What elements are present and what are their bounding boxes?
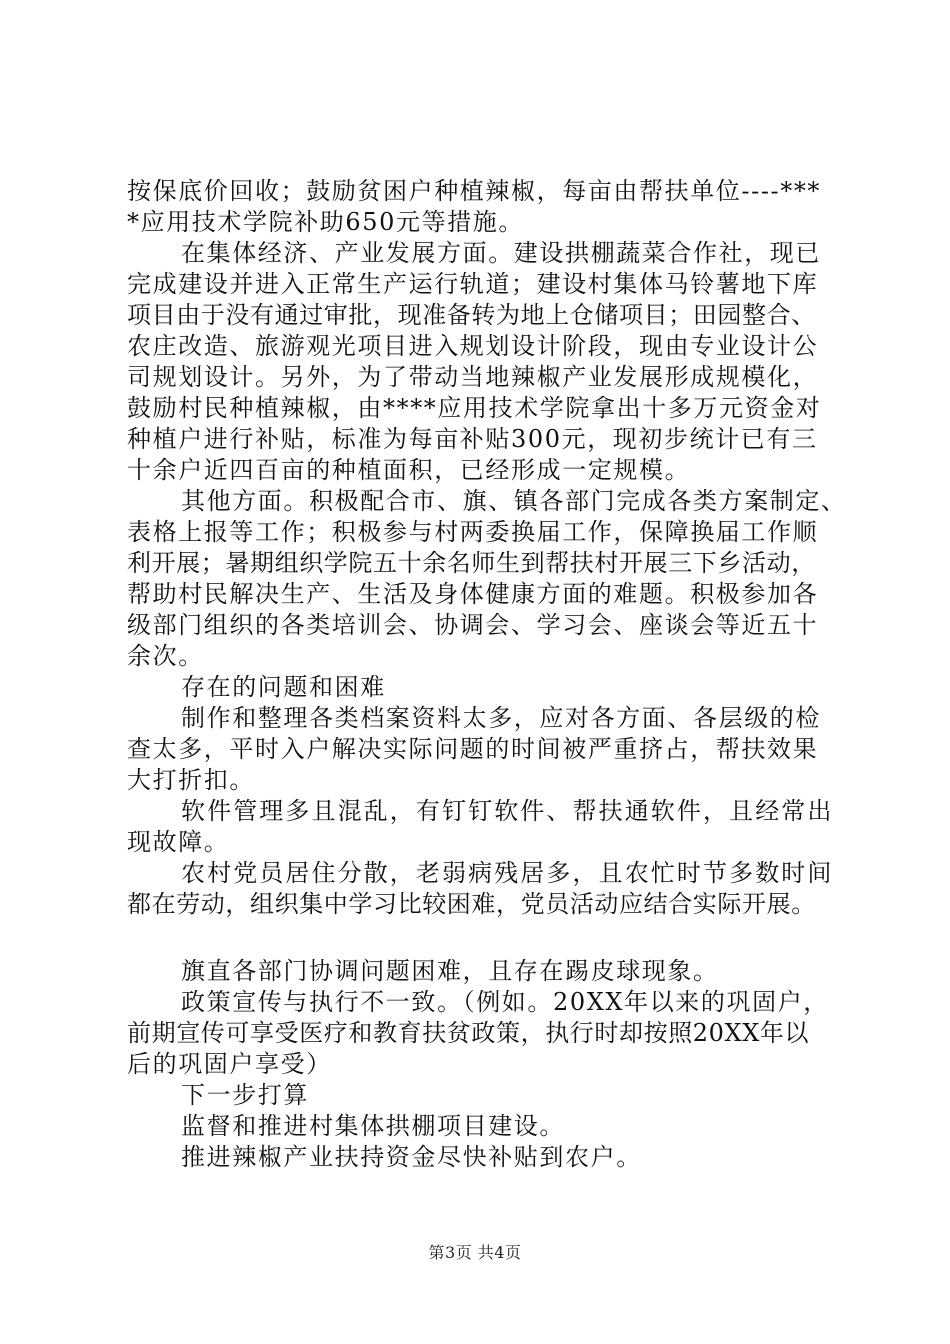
text-line: 查太多，平时入户解决实际问题的时间被严重挤占，帮扶效果 [127,735,819,763]
text-line: 利开展；暑期组织学院五十余名师生到帮扶村开展三下乡活动， [127,549,816,577]
paragraph-start-line: 监督和推进村集体拱棚项目建设。 [181,1112,565,1140]
paragraph-start-line: 推进辣椒产业扶持资金尽快补贴到农户。 [181,1143,642,1171]
text-line: 表格上报等工作；积极参与村两委换届工作，保障换届工作顺 [127,518,819,546]
paragraph-start-line: 其他方面。积极配合市、旗、镇各部门完成各类方案制定、 [181,487,847,515]
text-line: 项目由于没有通过审批，现准备转为地上仓储项目；田园整合、 [127,301,816,329]
text-line: 大打折扣。 [127,766,255,794]
text-line: *应用技术学院补助650元等措施。 [127,208,525,236]
text-line: 鼓励村民种植辣椒，由****应用技术学院拿出十多万元资金对 [127,394,822,422]
text-line: 级部门组织的各类培训会、协调会、学习会、座谈会等近五十 [127,611,819,639]
text-line: 余次。 [127,642,204,670]
page-number-footer: 第3页 共4页 [428,1243,522,1262]
paragraph-start-line: 政策宣传与执行不一致。（例如。20XX年以来的巩固户， [181,988,829,1016]
section-heading: 下一步打算 [181,1081,309,1109]
text-line: 都在劳动，组织集中学习比较困难，党员活动应结合实际开展。 [127,890,816,918]
text-line: 农庄改造、旅游观光项目进入规划设计阶段，现由专业设计公 [127,332,819,360]
text-line: 帮助村民解决生产、生活及身体健康方面的难题。积极参加各 [127,580,819,608]
paragraph-start-line: 软件管理多且混乱，有钉钉软件、帮扶通软件，且经常出 [181,797,834,825]
text-line: 现故障。 [127,828,230,856]
paragraph-gap [127,920,847,956]
document-body [127,176,847,1173]
text-line: 种植户进行补贴，标准为每亩补贴300元，现初步统计已有三 [127,425,818,453]
paragraph-start-line: 制作和整理各类档案资料太多，应对各方面、各层级的检 [181,704,821,732]
text-line: 司规划设计。另外，为了带动当地辣椒产业发展形成规模化， [127,363,819,391]
text-line: 按保底价回收；鼓励贫困户种植辣椒，每亩由帮扶单位----*** [127,177,822,205]
text-line: 前期宣传可享受医疗和教育扶贫政策，执行时却按照20XX年以 [127,1019,810,1047]
paragraph-start-line: 在集体经济、产业发展方面。建设拱棚蔬菜合作社，现已 [181,239,821,267]
text-line: 十余户近四百亩的种植面积，已经形成一定规模。 [127,456,691,484]
paragraph-start-line: 旗直各部门协调问题困难，且存在踢皮球现象。 [181,957,719,985]
paragraph-start-line: 农村党员居住分散，老弱病残居多，且农忙时节多数时间 [181,859,834,887]
text-line: 后的巩固户享受） [127,1050,332,1078]
text-line: 完成建设并进入正常生产运行轨道；建设村集体马铃薯地下库 [127,270,819,298]
section-heading: 存在的问题和困难 [181,673,386,701]
